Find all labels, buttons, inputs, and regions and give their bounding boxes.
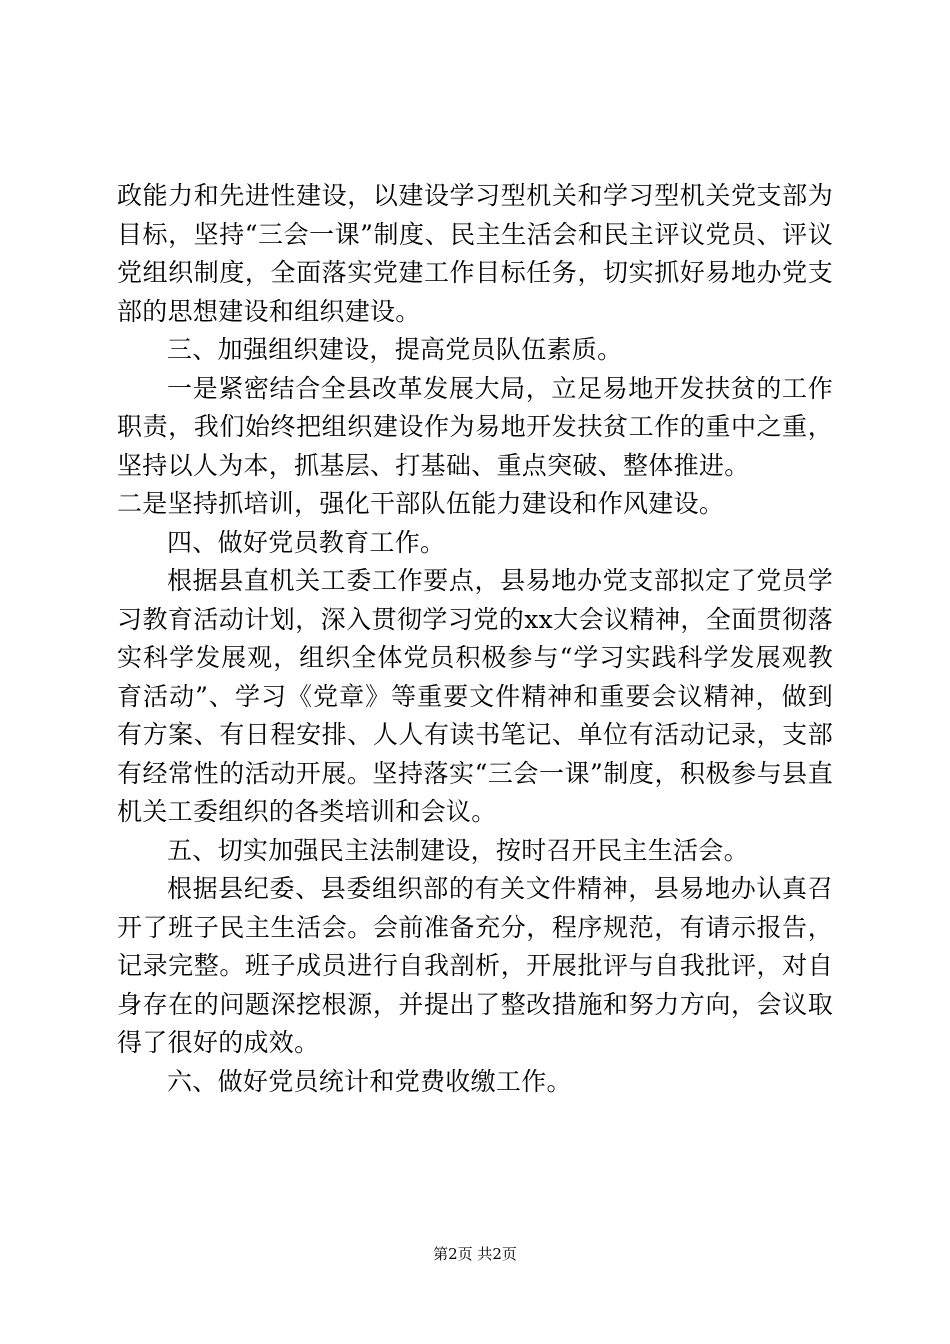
paragraph-democracy: 根据县纪委、县委组织部的有关文件精神，县易地办认真召开了班子民主生活会。会前准备充分，程序规范，有请示报告，记录完整。班子成员进行自我剖析，开展批评与自我批评，对自身存在的问题深挖根源，并提出了整改措施和努力方向，会议取得了很好的成效。 [117, 874, 833, 1057]
paragraph-continuation: 政能力和先进性建设，以建设学习型机关和学习型机关党支部为目标，坚持“三会一课”制度、民主生活会和民主评议党员、评议党组织制度，全面落实党建工作目标任务，切实抓好易地办党支部的思想建设和组织建设。 [117, 181, 833, 326]
paragraph-education: 根据县直机关工委工作要点，县易地办党支部拟定了党员学习教育活动计划，深入贯彻学习党的xx大会议精神，全面贯彻落实科学发展观，组织全体党员积极参与“学习实践科学发展观教育活动”、学习《党章》等重要文件精神和重要会议精神，做到有方案、有日程安排、人人有读书笔记、单位有活动记录，支部有经常性的活动开展。坚持落实“三会一课”制度，积极参与县直机关工委组织的各类培训和会议。 [117, 566, 833, 826]
section-heading-3: 三、加强组织建设，提高党员队伍素质。 [167, 335, 623, 364]
page-number-footer: 第2页 共2页 [433, 1245, 517, 1263]
paragraph-training: 二是坚持抓培训，强化干部队伍能力建设和作风建设。 [117, 489, 725, 518]
section-heading-5: 五、切实加强民主法制建设，按时召开民主生活会。 [167, 835, 749, 865]
section-heading-4: 四、做好党员教育工作。 [167, 527, 446, 557]
section-heading-6: 六、做好党员统计和党费收缴工作。 [167, 1066, 572, 1096]
document-body [117, 177, 833, 1101]
paragraph-organization: 一是紧密结合全县改革发展大局，立足易地开发扶贫的工作职责，我们始终把组织建设作为易地开发扶贫工作的重中之重，坚持以人为本，抓基层、打基础、重点突破、整体推进。 [117, 373, 833, 480]
